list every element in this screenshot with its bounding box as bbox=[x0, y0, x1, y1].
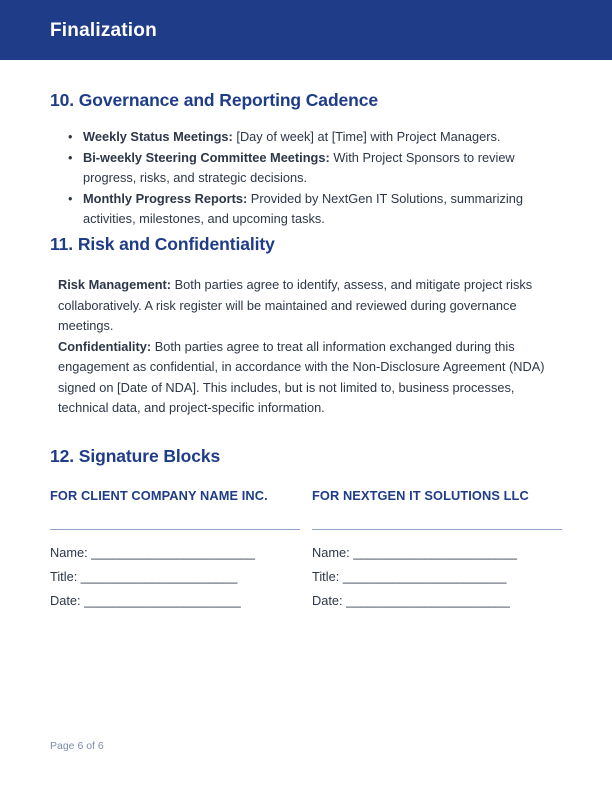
governance-bullet-list-clipped bbox=[0, 127, 612, 226]
paragraph-lead: Confidentiality: bbox=[58, 338, 152, 354]
list-item bbox=[68, 148, 562, 189]
list-item-lead: Weekly Status Meetings: bbox=[83, 129, 233, 144]
signature-column-title: FOR CLIENT COMPANY NAME INC. bbox=[50, 487, 268, 503]
signature-column-title: FOR NEXTGEN IT SOLUTIONS LLC bbox=[312, 487, 529, 503]
section-heading-governance: 10. Governance and Reporting Cadence bbox=[50, 90, 379, 110]
signature-rule bbox=[312, 529, 562, 530]
risk-body bbox=[0, 275, 612, 419]
page-header-title: Finalization bbox=[50, 20, 157, 41]
list-item-text: [Day of week] at [Time] with Project Managers. bbox=[232, 129, 501, 144]
signature-fields bbox=[50, 541, 300, 613]
list-item-text: Provided by NextGen IT Solutions, summarizing activities, milestones, and upcoming tasks. bbox=[83, 190, 523, 226]
paragraph-text: Both parties agree to identify, assess, and mitigate project risks collaboratively. A risk register will be maintained and reviewed during governance meetings. bbox=[58, 277, 533, 333]
signature-fields bbox=[312, 541, 562, 613]
paragraph-confidentiality bbox=[58, 337, 562, 419]
section-heading-signatures: 12. Signature Blocks bbox=[50, 445, 221, 466]
signature-field-title[interactable]: Title: ______________________ bbox=[50, 569, 238, 584]
signature-blocks bbox=[0, 487, 612, 614]
signature-field-date[interactable]: Date: ______________________ bbox=[50, 593, 241, 608]
page-header-bar bbox=[0, 0, 612, 60]
signature-field-name[interactable]: Name: _______________________ bbox=[50, 545, 255, 560]
list-item-lead: Monthly Progress Reports: bbox=[83, 190, 248, 206]
list-item-text: With Project Sponsors to review progress, risks, and strategic decisions. bbox=[83, 149, 515, 185]
signature-column-vendor bbox=[312, 487, 562, 614]
paragraph-risk-management bbox=[58, 275, 562, 337]
page-footer: Page 6 of 6 bbox=[50, 740, 104, 752]
list-item-lead: Bi-weekly Steering Committee Meetings: bbox=[83, 149, 330, 165]
paragraph-lead: Risk Management: bbox=[58, 277, 172, 292]
list-item bbox=[68, 189, 562, 230]
signature-rule bbox=[50, 529, 300, 530]
governance-bullet-list bbox=[0, 127, 612, 230]
signature-column-client bbox=[50, 487, 300, 614]
document-content bbox=[0, 60, 612, 613]
signature-field-name[interactable]: Name: _______________________ bbox=[312, 545, 517, 560]
signature-field-date[interactable]: Date: _______________________ bbox=[312, 593, 510, 608]
signature-field-title[interactable]: Title: _______________________ bbox=[312, 569, 507, 584]
section-heading-risk: 11. Risk and Confidentiality bbox=[50, 234, 275, 254]
paragraph-text: Both parties agree to treat all information exchanged during this engagement as confidential, in accordance with the Non-Disclosure Agreement (NDA) signed on [Date of NDA]. This includes, but is not limited to, business processes, technical data, and project-specific information. bbox=[58, 338, 545, 415]
list-item bbox=[68, 127, 562, 148]
